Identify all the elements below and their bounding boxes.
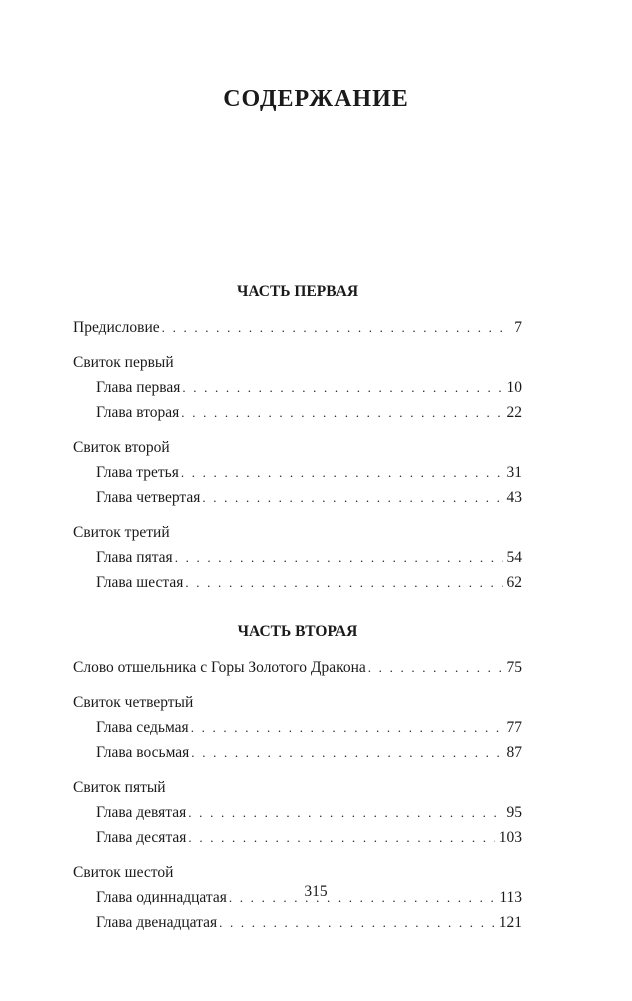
toc-entry-page: 43 — [506, 489, 522, 506]
toc-entry-label: Предисловие — [73, 319, 160, 336]
table-of-contents — [73, 278, 522, 935]
toc-entry-label: Глава вторая — [96, 404, 180, 421]
toc-entry-label: Глава пятая — [96, 549, 173, 566]
toc-entry-chapter-1[interactable] — [73, 375, 522, 400]
toc-entry-label: Глава одиннадцатая — [96, 889, 227, 906]
toc-entry-preface[interactable] — [73, 315, 522, 340]
toc-entry-label: Глава восьмая — [96, 744, 190, 761]
scroll-heading-2: Свиток второй — [73, 439, 170, 456]
toc-entry-label: Глава десятая — [96, 829, 187, 846]
dot-leader — [188, 800, 502, 825]
part-two-title: ЧАСТЬ ВТОРАЯ — [237, 623, 358, 640]
dot-leader — [368, 655, 503, 680]
toc-entry-page: 113 — [499, 889, 522, 906]
dot-leader — [181, 400, 502, 425]
toc-entry-label: Глава первая — [96, 379, 181, 396]
scroll-heading-3: Свиток третий — [73, 524, 170, 541]
toc-entry-page: 31 — [506, 464, 522, 481]
toc-entry-page: 87 — [506, 744, 522, 761]
dot-leader — [188, 825, 494, 850]
scroll-heading-1: Свиток первый — [73, 354, 174, 371]
dot-leader — [181, 460, 503, 485]
toc-entry-page: 121 — [498, 914, 522, 931]
toc-entry-chapter-6[interactable] — [73, 570, 522, 595]
toc-entry-chapter-3[interactable] — [73, 460, 522, 485]
dot-leader — [191, 715, 503, 740]
toc-entry-intro[interactable] — [73, 655, 522, 680]
page-number: 315 — [304, 883, 328, 900]
toc-entry-label: Глава двенадцатая — [96, 914, 218, 931]
dot-leader — [175, 545, 503, 570]
toc-entry-page: 62 — [506, 574, 522, 591]
toc-entry-label: Глава третья — [96, 464, 179, 481]
dot-leader — [202, 485, 502, 510]
toc-entry-page: 7 — [514, 319, 522, 336]
toc-entry-chapter-8[interactable] — [73, 740, 522, 765]
dot-leader — [219, 910, 495, 935]
toc-entry-page: 77 — [506, 719, 522, 736]
toc-entry-chapter-7[interactable] — [73, 715, 522, 740]
toc-entry-page: 22 — [506, 404, 522, 421]
toc-entry-label: Глава девятая — [96, 804, 187, 821]
scroll-heading-6: Свиток шестой — [73, 864, 174, 881]
toc-entry-chapter-9[interactable] — [73, 800, 522, 825]
toc-entry-page: 10 — [506, 379, 522, 396]
part-one — [73, 278, 522, 595]
toc-entry-label: Глава четвертая — [96, 489, 201, 506]
dot-leader — [162, 315, 511, 340]
toc-entry-page: 54 — [506, 549, 522, 566]
toc-entry-page: 75 — [506, 659, 522, 676]
scroll-heading-4: Свиток четвертый — [73, 694, 194, 711]
part-one-title: ЧАСТЬ ПЕРВАЯ — [236, 283, 359, 300]
toc-entry-page: 103 — [498, 829, 522, 846]
dot-leader — [182, 375, 502, 400]
toc-entry-chapter-10[interactable] — [73, 825, 522, 850]
toc-entry-chapter-2[interactable] — [73, 400, 522, 425]
scroll-heading-5: Свиток пятый — [73, 779, 166, 796]
toc-entry-chapter-5[interactable] — [73, 545, 522, 570]
toc-entry-chapter-12[interactable] — [73, 910, 522, 935]
toc-entry-label: Глава седьмая — [96, 719, 189, 736]
toc-entry-label: Слово отшельника с Горы Золотого Дракона — [73, 659, 366, 676]
toc-entry-label: Глава шестая — [96, 574, 184, 591]
dot-leader — [191, 740, 502, 765]
dot-leader — [185, 570, 502, 595]
toc-entry-chapter-4[interactable] — [73, 485, 522, 510]
toc-entry-page: 95 — [506, 804, 522, 821]
page-title: СОДЕРЖАНИЕ — [223, 86, 409, 112]
